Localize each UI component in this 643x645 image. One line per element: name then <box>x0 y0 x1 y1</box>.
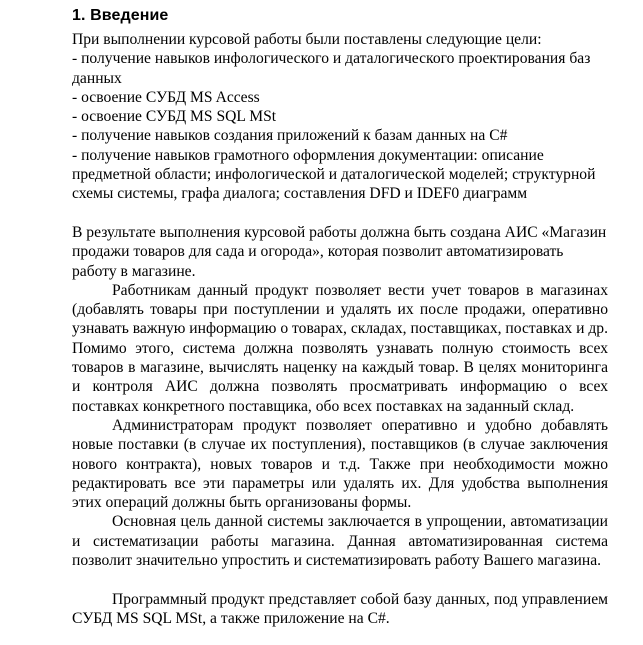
paragraph-software-product: Программный продукт представляет собой базу данных, под управлением СУБД MS SQL MSt, а также приложение на C#. <box>72 590 608 627</box>
paragraph-employees: Работникам данный продукт позволяет вести учет товаров в магазинах (добавлять товары при поступлении и удалять их после продажи, оперативно узнавать важную информацию о товарах, складах, поставщиках, поставках и др. Помимо этого, система должна позволять узнавать полную стоимость всех товаров в магазине, вычислять наценку на каждый товар. В целях мониторинга и контроля АИС должна позволять просматривать информацию о всех поставках конкретного поставщика, обо всех поставках на заданный склад. <box>72 281 608 415</box>
result-paragraph: В результате выполнения курсовой работы должна быть создана АИС «Магазин продажи товаров для сада и огорода», которая позволит автоматизировать работу в магазине. <box>72 223 607 280</box>
goal-item: - получение навыков инфологического и даталогического проектирования баз данных <box>72 50 591 87</box>
blank-line <box>72 204 608 223</box>
document-body <box>72 30 608 628</box>
paragraph-main-goal: Основная цель данной системы заключается в упрощении, автоматизации и систематизации работы магазина. Данная автоматизированная система позволит значительно упростить и систематизировать работу Вашего магазина. <box>72 513 608 570</box>
goal-item: - освоение СУБД MS Access <box>72 88 260 106</box>
paragraph-administrators: Администраторам продукт позволяет оперативно и удобно добавлять новые поставки (в случае их поступления), поставщиков (в случае заключения нового контракта), новых товаров и т.д. Также при необходимости можно редактировать все эти параметры или удалять их. Для удобства выполнения этих операций должны быть организованы формы. <box>72 416 608 512</box>
blank-line <box>72 570 608 589</box>
goal-item: - получение навыков создания приложений к базам данных на C# <box>72 127 508 145</box>
goal-item: - получение навыков грамотного оформления документации: описание предметной области; инфологической и даталогической моделей; структурной схемы системы, графа диалога; составления DFD и IDEF0 диаграмм <box>72 146 596 203</box>
section-heading: 1. Введение <box>72 7 169 24</box>
goals-intro: При выполнении курсовой работы были поставлены следующие цели: <box>72 31 542 48</box>
goal-item: - освоение СУБД MS SQL MSt <box>72 108 277 126</box>
document-page <box>72 6 608 628</box>
